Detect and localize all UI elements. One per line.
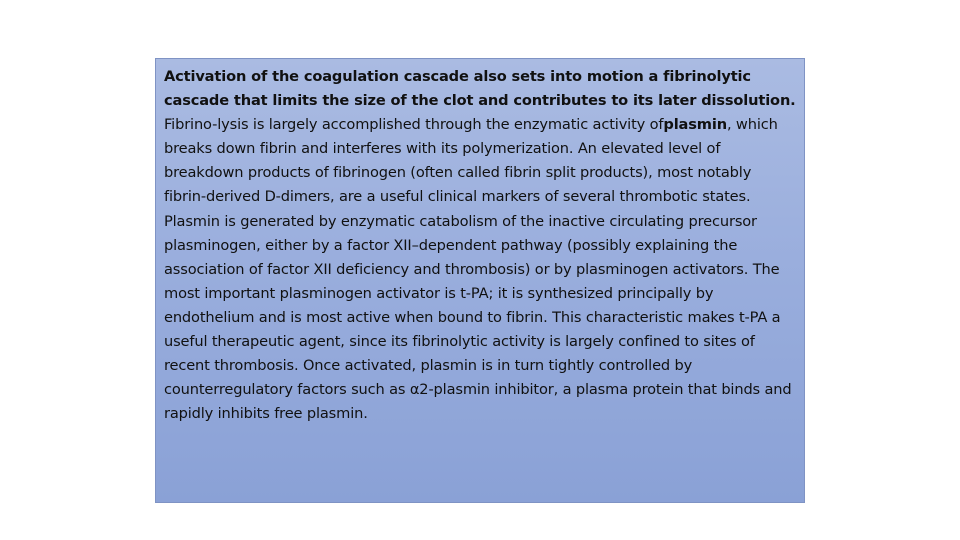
paragraph-fibrinolysis — [164, 65, 796, 210]
content-textbox — [155, 58, 805, 503]
fibrinolysis-text: Fibrino-lysis is largely accomplished through the enzymatic activity of — [164, 116, 664, 134]
paragraph-plasmin-generation: Plasmin is generated by enzymatic catabolism of the inactive circulating precursor plasminogen, either by a factor XII–dependent pathway (possibly explaining the association of factor XII deficiency and thrombosis) or by plasminogen activators. The most important plasminogen activator is t-PA; it is synthesized principally by endothelium and is most active when bound to fibrin. This characteristic makes t-PA a useful therapeutic agent, since its fibrinolytic activity is largely confined to sites of recent thrombosis. Once activated, plasmin is in turn tightly controlled by counterregulatory factors such as α2-plasmin inhibitor, a plasma protein that binds and rapidly inhibits free plasmin. — [164, 212, 792, 423]
plasmin-term: plasmin — [663, 116, 727, 134]
intro-heading-text: Activation of the coagulation cascade also sets into motion a fibrinolytic cascade that limits the size of the clot and contributes to its later dissolution. — [164, 68, 796, 110]
fibrinolysis-text-continued: , which breaks down fibrin and interferes with its polymerization. An elevated level of breakdown products of fibrinogen (often called fibrin split products), most notably fibrin-derived D-dimers, are a useful clinical markers of several thrombotic states. — [164, 116, 778, 206]
